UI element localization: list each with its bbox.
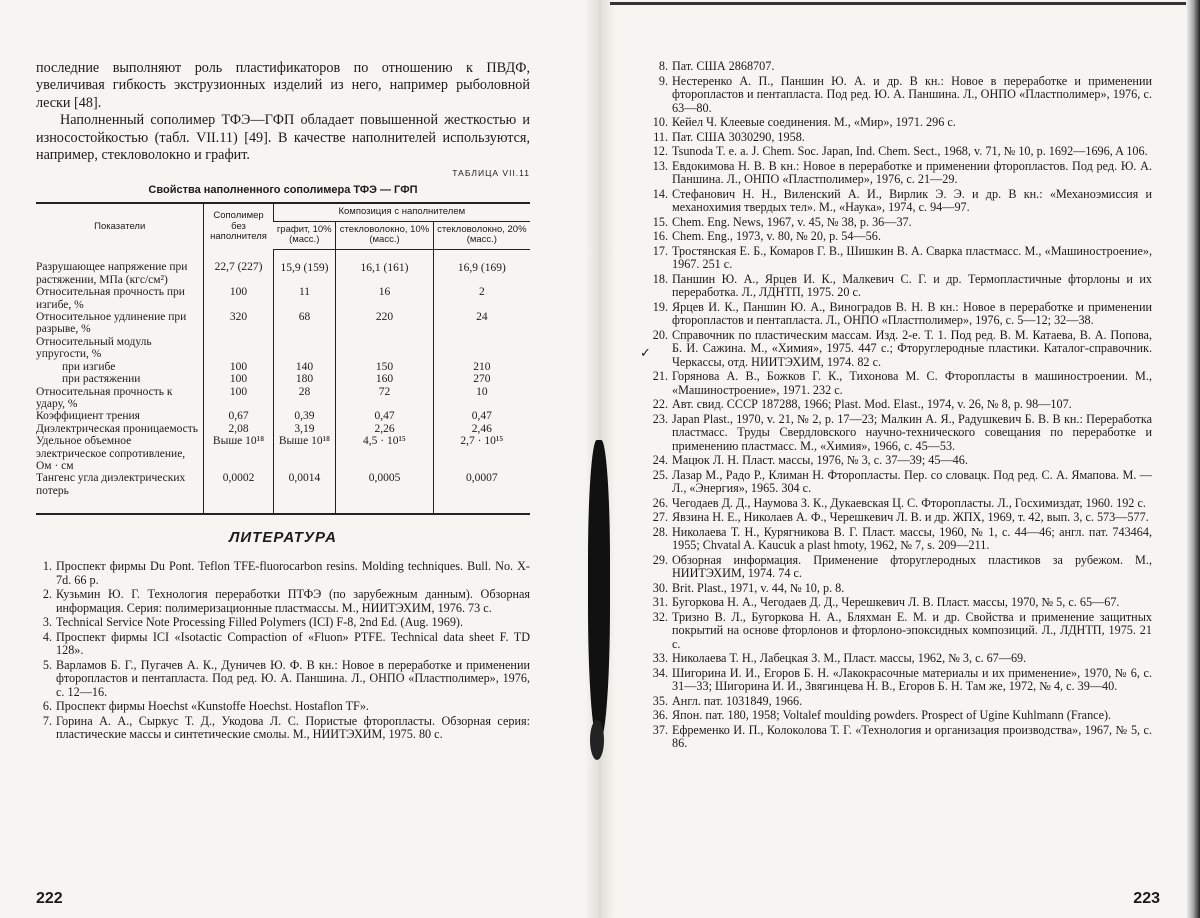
cell-value: 16,9 (169): [433, 249, 530, 286]
cell-value: 15,9 (159): [273, 249, 336, 286]
cell-value: 16,1 (161): [336, 249, 433, 286]
reference-number: 29.: [652, 552, 668, 567]
table-label: ТАБЛИЦА VII.11: [452, 168, 530, 179]
cell-value: 2,08: [204, 423, 273, 435]
reference-number: 28.: [652, 524, 668, 539]
table-row: [36, 472, 530, 514]
reference-number: 16.: [652, 229, 668, 243]
reference-text: Николаева Т. Н., Курягникова В. Г. Пласт. массы, 1960, № 1, с. 44—46; англ. пат. 743464, 1955; Chvatal A. Kaucuk a plast hmoty, 1962, № 7, s. 209—211.: [672, 524, 1152, 552]
row-label: Коэффициент трения: [36, 410, 140, 423]
reference-text: Япон. пат. 180, 1958; Voltalef moulding powders. Prospect of Ugine Kuhlmann (France).: [672, 708, 1112, 722]
cell-value: 100: [204, 386, 273, 411]
reference-text: Николаева Т. Н., Лабецкая З. М., Пласт. массы, 1962, № 3, с. 67—69.: [672, 651, 1027, 665]
reference-number: 14.: [652, 186, 668, 201]
reference-number: 13.: [652, 158, 668, 173]
reference-text: Проспект фирмы Du Pont. Teflon TFE-fluorocarbon resins. Molding techniques. Bull. No. X-7d. 66 p.: [56, 559, 530, 587]
reference-item: [648, 454, 1152, 468]
row-label: при растяжении: [62, 373, 141, 386]
reference-number: 27.: [652, 510, 668, 524]
reference-text: Tsunoda T. e. a. J. Chem. Soc. Japan, Ind. Chem. Sect., 1968, v. 71, № 10, p. 1692—1696, A 106.: [672, 144, 1148, 158]
reference-number: 6.: [42, 699, 52, 714]
reference-number: 4.: [42, 629, 52, 644]
cell-value: 270: [433, 373, 530, 385]
reference-number: 12.: [652, 144, 668, 158]
reference-item: [648, 582, 1152, 596]
cell-value: 320: [204, 311, 273, 336]
reference-item: [648, 188, 1152, 215]
cell-value: 28: [273, 386, 336, 411]
cell-value: 0,0002: [204, 472, 273, 514]
check-mark: ✓: [640, 345, 651, 360]
reference-list-left: [36, 560, 530, 742]
reference-item: [648, 329, 1152, 370]
table-row: [36, 336, 530, 361]
paragraph-1: последние выполняют роль пластификаторов по отношению к ПВДФ, увеличивая гибкость экструзионных изделий из него, например рыболовной лески [48].: [36, 60, 530, 111]
reference-item: [648, 230, 1152, 244]
right-page: [600, 0, 1200, 918]
cell-value: [204, 336, 273, 361]
reference-item: [36, 715, 530, 742]
reference-item: [648, 497, 1152, 511]
reference-item: [648, 526, 1152, 553]
reference-text: Паншин Ю. А., Ярцев И. К., Малкевич С. Г. и др. Термопластичные фторлоны и их переработка. Л., ЛДНТП, 1975. 20 с.: [672, 271, 1152, 299]
cell-value: [273, 336, 336, 361]
reference-item: [648, 611, 1152, 652]
col-glass20: стекловолокно, 20% (масс.): [433, 221, 530, 249]
reference-text: Ефременко И. П., Колоколова Т. Г. «Технология и организация производства», 1967, № 5, с. 86.: [672, 722, 1152, 750]
reference-item: [648, 511, 1152, 525]
reference-text: Обзорная информация. Применение фторуглеродных пластиков за рубежом. М., НИИТЭХИМ, 1974. 74 с.: [672, 552, 1152, 580]
table-row: [36, 249, 530, 286]
cell-value: 2: [433, 286, 530, 311]
reference-number: 19.: [652, 299, 668, 314]
table-row: [36, 423, 530, 435]
reference-number: 30.: [652, 580, 668, 595]
col-unfilled: Сополимер без наполнителя: [204, 203, 273, 249]
reference-number: 20.: [652, 327, 668, 342]
page-number-left: 222: [36, 890, 63, 907]
reference-item: [648, 695, 1152, 709]
reference-number: 11.: [653, 129, 668, 144]
reference-item: [648, 596, 1152, 610]
table-row: [36, 410, 530, 422]
reference-item: [36, 560, 530, 587]
reference-item: [648, 652, 1152, 666]
reference-item: [36, 588, 530, 615]
table-title: Свойства наполненного сополимера ТФЭ — ГФП: [148, 184, 418, 197]
left-page: [0, 0, 590, 918]
reference-text: Горянова А. В., Божков Г. К., Тихонова М. С. Фторопласты в машиностроении. М., «Машиностроение», 1971. 232 с.: [672, 369, 1152, 397]
properties-table: [36, 202, 530, 515]
reference-number: 37.: [652, 722, 668, 737]
cell-value: 100: [204, 373, 273, 385]
reference-number: 33.: [652, 651, 668, 665]
table-row: [36, 311, 530, 336]
reference-number: 21.: [652, 369, 668, 383]
cell-value: 100: [204, 361, 273, 373]
cell-value: Выше 10¹⁸: [204, 435, 273, 472]
cell-value: 2,7 · 10¹⁵: [433, 435, 530, 472]
reference-text: Пат. США 2868707.: [672, 59, 775, 73]
cell-value: 11: [273, 286, 336, 311]
cell-value: 160: [336, 373, 433, 385]
reference-item: [648, 301, 1152, 328]
reference-number: 17.: [652, 243, 668, 258]
cell-value: [336, 336, 433, 361]
cell-value: 4,5 · 10¹⁵: [336, 435, 433, 472]
reference-number: 7.: [42, 713, 52, 728]
row-label: Удельное объемное электрическое сопротивление, Ом · см: [36, 435, 186, 472]
reference-item: [648, 60, 1152, 74]
cell-value: 2,46: [433, 423, 530, 435]
reference-number: 32.: [652, 609, 668, 624]
reference-text: Бугоркова Н. А., Чегодаев Д. Д., Черешкевич Л. В. Пласт. массы, 1970, № 5, с. 65—67.: [672, 595, 1120, 609]
col-group: Композиция с наполнителем: [273, 203, 530, 221]
reference-text: Brit. Plast., 1971, v. 44, № 10, p. 8.: [672, 580, 845, 595]
reference-number: 18.: [652, 271, 668, 286]
reference-number: 8.: [658, 59, 668, 73]
reference-number: 3.: [42, 615, 52, 630]
table-row: [36, 386, 530, 411]
reference-text: Стефанович Н. Н., Виленский А. И., Вирлик Э. Э. и др. В кн.: «Механоэмиссия и механохимия твердых тел». М., «Наука», 1974, с. 94—97.: [672, 186, 1152, 214]
reference-text: Chem. Eng., 1973, v. 80, № 20, p. 54—56.: [672, 229, 881, 243]
cell-value: 0,39: [273, 410, 336, 422]
cell-value: 220: [336, 311, 433, 336]
reference-number: 35.: [652, 693, 668, 708]
reference-item: [36, 659, 530, 700]
reference-text: Тростянская Е. Б., Комаров Г. В., Шишкин В. А. Сварка пластмасс. М., «Машиностроение», 1967. 251 с.: [672, 243, 1152, 271]
reference-item: [648, 469, 1152, 496]
cell-value: 0,67: [204, 410, 273, 422]
reference-text: Евдокимова Н. В. В кн.: Новое в переработке и применении фторопластов. Под ред. Ю. А. Паншина. Л., ОНПО «Пластполимер», 1976, с. 21—29.: [672, 158, 1152, 186]
reference-text: Явзина Н. Е., Николаев А. Ф., Черешкевич Л. В. и др. ЖПХ, 1969, т. 42, вып. 3, с. 573—577.: [672, 510, 1149, 524]
reference-item: [648, 370, 1152, 397]
reference-text: Чегодаев Д. Д., Наумова З. К., Дукаевская Ц. С. Фторопласты. Л., Госхимиздат, 1960. 192 с.: [672, 495, 1146, 510]
reference-item: [648, 724, 1152, 751]
reference-text: Кузьмин Ю. Г. Технология переработки ПТФЭ (по зарубежным данным). Обзорная информация. Серия: полимеризационные пластмассы. М., НИИТЭХИМ, 1976. 73 с.: [56, 587, 530, 615]
reference-number: 23.: [652, 411, 668, 426]
cell-value: 0,0005: [336, 472, 433, 514]
reference-number: 5.: [42, 657, 52, 672]
reference-item: [648, 273, 1152, 300]
cell-value: 150: [336, 361, 433, 373]
reference-number: 25.: [652, 467, 668, 482]
cell-value: 0,0007: [433, 472, 530, 514]
cell-value: 0,0014: [273, 472, 336, 514]
reference-number: 31.: [652, 595, 668, 609]
reference-number: 1.: [42, 559, 52, 574]
reference-number: 10.: [652, 115, 668, 129]
reference-text: Горина А. А., Сыркус Т. Д., Укодова Л. С. Пористые фторопласты. Обзорная серия: пластические массы и синтетические смолы. М., НИИТЭХИМ, 1975. 80 с.: [56, 713, 530, 742]
cell-value: 68: [273, 311, 336, 336]
cell-value: 16: [336, 286, 433, 311]
reference-text: Мацюк Л. Н. Пласт. массы, 1976, № 3, с. 37—39; 45—46.: [672, 453, 968, 467]
reference-item: [648, 245, 1152, 272]
reference-item: [648, 667, 1152, 694]
cell-value: 0,47: [336, 410, 433, 422]
cell-value: 72: [336, 386, 433, 411]
reference-item: [648, 131, 1152, 145]
reference-text: Проспект фирмы ICI «Isotactic Compaction of «Fluon» PTFE. Technical data sheet F. TD 128».: [56, 629, 530, 658]
reference-text: Шигорина И. И., Егоров Б. Н. «Лакокрасочные материалы и их применение», 1970, № 6, с. 31—33; Шигорина И. И., Звягинцева Н. В., Егоров Б. Н. Там же, 1972, № 4, с. 39—40.: [672, 665, 1152, 693]
reference-item: [648, 160, 1152, 187]
reference-number: 26.: [652, 495, 668, 510]
row-label: Диэлектрическая проницаемость: [36, 422, 199, 435]
reference-item: [36, 631, 530, 658]
reference-text: Справочник по пластическим массам. Изд. 2-е. Т. 1. Под ред. В. М. Катаева, В. А. Попова, Б. И. Сажина. М., «Химия», 1975. 447 с.; Фторуглеродные пластики. Каталог-справочник. Черкассы, отд. НИИТЭХИМ, 1974. 82 с.: [672, 327, 1152, 369]
reference-number: 9.: [658, 73, 668, 88]
table-row: [36, 286, 530, 311]
reference-number: 36.: [652, 708, 668, 722]
reference-item: [36, 616, 530, 630]
col-graphite: графит, 10% (масс.): [273, 221, 336, 249]
reference-text: Technical Service Note Processing Filled Polymers (ICI) F-8, 2nd Ed. (Aug. 1969).: [56, 615, 464, 630]
reference-text: Chem. Eng. News, 1967, v. 45, № 38, p. 36—37.: [672, 214, 912, 229]
table-body: [36, 249, 530, 514]
col-glass10: стекловолокно, 10% (масс.): [336, 221, 433, 249]
row-label: Относительное удлинение при разрыве, %: [36, 311, 187, 336]
reference-item: [648, 413, 1152, 454]
row-label: Разрушающее напряжение при растяжении, МПа (кгс/см²): [36, 261, 188, 286]
reference-item: [36, 700, 530, 714]
cell-value: 22,7 (227): [204, 249, 273, 286]
reference-item: [648, 116, 1152, 130]
reference-text: Авт. свид. СССР 187288, 1966; Plast. Mod. Elast., 1974, v. 26, № 8, p. 98—107.: [672, 397, 1072, 411]
cell-value: 2,26: [336, 423, 433, 435]
reference-text: Пат. США 3030290, 1958.: [672, 129, 805, 144]
table-row: [36, 373, 530, 385]
table-row: [36, 361, 530, 373]
reference-text: Кейел Ч. Клеевые соединения. М., «Мир», 1971. 296 с.: [672, 115, 956, 129]
row-label: Тангенс угла диэлектрических потерь: [36, 472, 204, 514]
reference-item: [648, 216, 1152, 230]
cell-value: 3,19: [273, 423, 336, 435]
reference-item: [648, 145, 1152, 159]
reference-text: Japan Plast., 1970, v. 21, № 2, p. 17—23; Малкин А. Я., Радушкевич Б. В. В кн.: Переработка пластмасс. Труды Свердловского научно-технического совещания по переработке и применению пластмасс. М., «Химия», 1966, с. 45—53.: [672, 411, 1152, 453]
cell-value: 210: [433, 361, 530, 373]
reference-number: 2.: [42, 587, 52, 602]
cell-value: 0,47: [433, 410, 530, 422]
reference-text: Нестеренко А. П., Паншин Ю. А. и др. В кн.: Новое в переработке и применении фторопластов и пентапласта. Под ред. Ю. А. Паншина. Л., ОНПО «Пластполимер», 1976, с. 63—80.: [672, 73, 1152, 115]
reference-text: Ярцев И. К., Паншин Ю. А., Виноградов В. Н. В кн.: Новое в переработке и применении фторопластов и пентапласта. Л., ОНПО «Пластполимер», 1976, с. 5—12; 32—38.: [672, 299, 1152, 327]
cell-value: 180: [273, 373, 336, 385]
reference-item: [648, 709, 1152, 723]
cell-value: 24: [433, 311, 530, 336]
row-label: Относительная прочность к удару, %: [36, 385, 173, 410]
reference-number: 15.: [652, 214, 668, 229]
reference-text: Лазар М., Радо Р., Климан Н. Фторопласты. Пер. со словацк. Под ред. С. А. Ямапова. М. — Л., «Энергия», 1965. 304 с.: [672, 467, 1152, 495]
row-label: Относительная прочность при изгибе, %: [36, 286, 185, 311]
reference-text: Тризно В. Л., Бугоркова Н. А., Бляхман Е. М. и др. Свойства и применение защитных покрытий на основе фторлонов и фторлоно-эпоксидных композиций. Л., ЛДНТП, 1975. 21 с.: [672, 609, 1152, 651]
cell-value: 140: [273, 361, 336, 373]
cell-value: Выше 10¹⁸: [273, 435, 336, 472]
cell-value: [433, 336, 530, 361]
col-indicator: Показатели: [36, 203, 204, 249]
cell-value: 10: [433, 386, 530, 411]
table-row: [36, 435, 530, 472]
reference-item: [648, 75, 1152, 116]
reference-number: 22.: [652, 397, 668, 411]
reference-text: Англ. пат. 1031849, 1966.: [672, 693, 803, 708]
paragraph-2: Наполненный сополимер ТФЭ—ГФП обладает повышенной жесткостью и износостойкостью (табл. VII.11) [49]. В качестве наполнителей используются, например, стекловолокно и графит.: [36, 112, 530, 164]
reference-number: 34.: [652, 665, 668, 680]
row-label: при изгибе: [62, 360, 116, 373]
literature-heading: ЛИТЕРАТУРА: [229, 529, 337, 547]
row-label: Относительный модуль упругости, %: [36, 335, 152, 361]
reference-item: [648, 554, 1152, 581]
reference-item: [648, 398, 1152, 412]
reference-text: Проспект фирмы Hoechst «Kunstoffe Hoechst. Hostaflon TF».: [56, 699, 369, 714]
page-number-right: 223: [1133, 890, 1160, 907]
reference-text: Варламов Б. Г., Пугачев А. К., Дуничев Ю. Ф. В кн.: Новое в переработке и применении фторопластов и пентапласта. Под ред. Ю. А. Паншина. Л., ОНПО «Пластполимер», 1976, с. 12—16.: [56, 657, 530, 699]
reference-number: 24.: [652, 453, 668, 467]
reference-list-right: [648, 60, 1152, 751]
cell-value: 100: [204, 286, 273, 311]
